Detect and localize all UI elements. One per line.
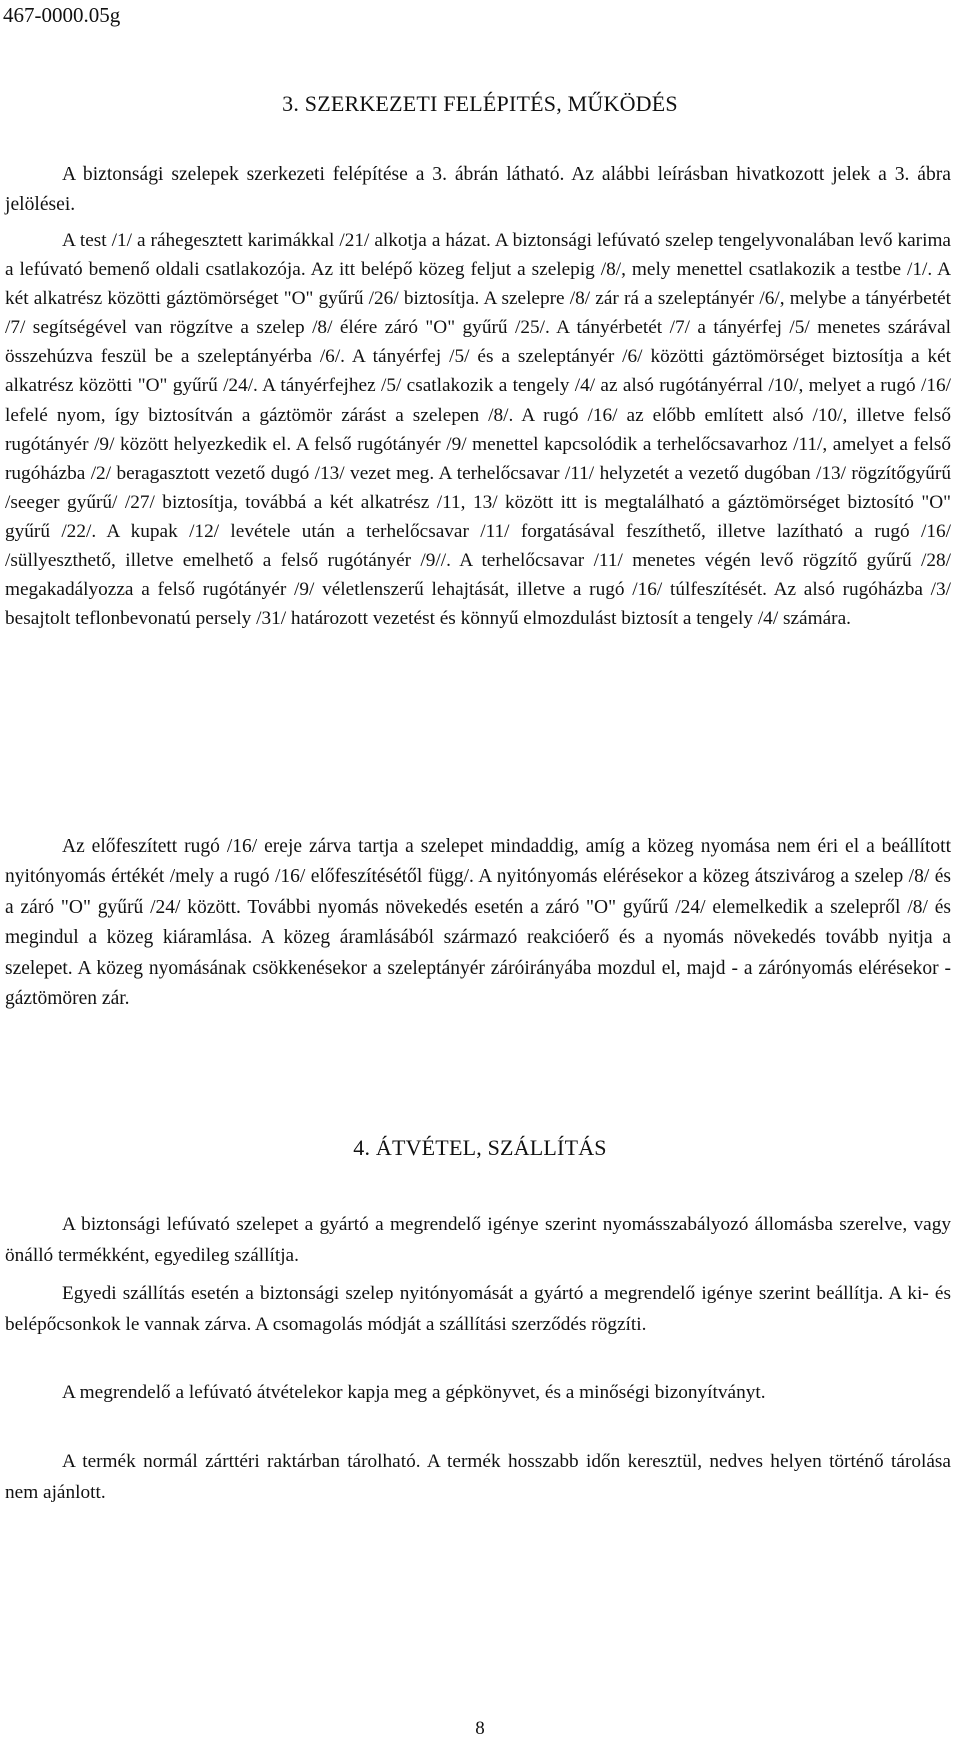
paragraph-delivery-mode: A biztonsági lefúvató szelepet a gyártó a megrendelő igénye szerint nyomásszabályozó állomásba szerelve, vagy önálló termékként, egyedileg szállítja. (5, 1214, 951, 1266)
paragraph-structure-description: A test /1/ a ráhegesztett karimákkal /21/ alkotja a házat. A biztonsági lefúvató szelep tengelyvonalában levő karima a lefúvató bemenő oldali csatlakozója. Az itt belépő közeg feljut a szelepig /8/, mely menettel csatlakozik a testbe /1/. A két alkatrész közötti gáztömörséget "O" gyűrű /26/ biztosítja. A szelepre /8/ zár rá a szeleptányér /6/, melybe a tányérbetét /7/ segítségével van rögzítve a szelep /8/ élére záró "O" gyűrű /25/. A tányérbetét /7/ a tányérfej /5/ menetes szárával összehúzva feszül be a szeleptányérba /6/. A tányérfej /5/ és a szeleptányér /6/ közötti gáztömörséget biztosítja a két alkatrész közötti "O" gyűrű /24/. A tányérfejhez /5/ csatlakozik a tengely /4/ az alsó rugótányérral /10/, melyet a rugó /16/ lefelé nyom, így biztosítván a gáztömör zárást a szelepen /8/. A rugó /16/ az előbb említett alsó /10/, illetve felső rugótányér /9/ között helyezkedik el. A felső rugótányér /9/ menettel kapcsolódik a terhelőcsavarhoz /11/, amelyet a felső rugóházba /2/ beragasztott vezető dugó /13/ vezet meg. A terhelőcsavar /11/ helyzetét a vezető dugóban /13/ rögzítőgyűrű /seeger gyűrű/ /27/ biztosítja, továbbá a két alkatrész /11, 13/ között itt is megtalálható a gáztömörséget biztosító "O" gyűrű /22/. A kupak /12/ levétele után a terhelőcsavar /11/ forgatásával feszíthető, illetve lazítható a rugó /16/ /süllyeszthető, illetve emelhető a felső rugótányér /9//. A terhelőcsavar /11/ menetes végén levő rögzítő gyűrű /28/ megakadályozza a felső rugótányér /9/ véletlenszerű lehajtását, illetve a rugó /16/ túlfeszítését. Az alsó rugóházba /3/ besajtolt teflonbevonatú persely /31/ határozott vezetést és könnyű elmozdulást biztosít a tengely /4/ számára. (5, 230, 951, 630)
section-heading-delivery: 4. ÁTVÉTEL, SZÁLLÍTÁS (353, 1135, 607, 1160)
paragraph-acceptance-documents: A megrendelő a lefúvató átvételekor kapja meg a gépkönyvet, és a minőségi bizonyítványt. (62, 1382, 766, 1403)
paragraph-storage: A termék normál zárttéri raktárban tárolható. A termék hosszabb időn keresztül, nedves helyen történő tárolása nem ajánlott. (5, 1451, 951, 1503)
section-heading-structure: 3. SZERKEZETI FELÉPITÉS, MŰKÖDÉS (282, 91, 678, 116)
paragraph-individual-delivery: Egyedi szállítás esetén a biztonsági szelep nyitónyomását a gyártó a megrendelő igénye szerint beállítja. A ki- és belépőcsonkok le vannak zárva. A csomagolás módját a szállítási szerződés rögzíti. (5, 1283, 951, 1335)
document-id: 467-0000.05g (3, 3, 121, 27)
page-number: 8 (475, 1718, 485, 1739)
paragraph-intro: A biztonsági szelepek szerkezeti felépítése a 3. ábrán látható. Az alábbi leírásban hivatkozott jelek a 3. ábra jelölései. (5, 164, 951, 215)
paragraph-operation: Az előfeszített rugó /16/ ereje zárva tartja a szelepet mindaddig, amíg a közeg nyomása nem éri el a beállított nyitónyomás értékét /mely a rugó /16/ előfeszítésétől függ/. A nyitónyomás elérésekor a közeg átszivárog a szelep /8/ és a záró "O" gyűrű /24/ között. További nyomás növekedés esetén a záró "O" gyűrű /24/ elemelkedik a szelepről /8/ és megindul a közeg kiáramlása. A közeg áramlásából származó reakcióerő és a nyomás növekedés tovább nyitja a szelepet. A közeg nyomásának csökkenésekor a szeleptányér záróirányába mozdul el, majd - a zárónyomás elérésekor - gáztömören zár. (5, 836, 951, 1010)
